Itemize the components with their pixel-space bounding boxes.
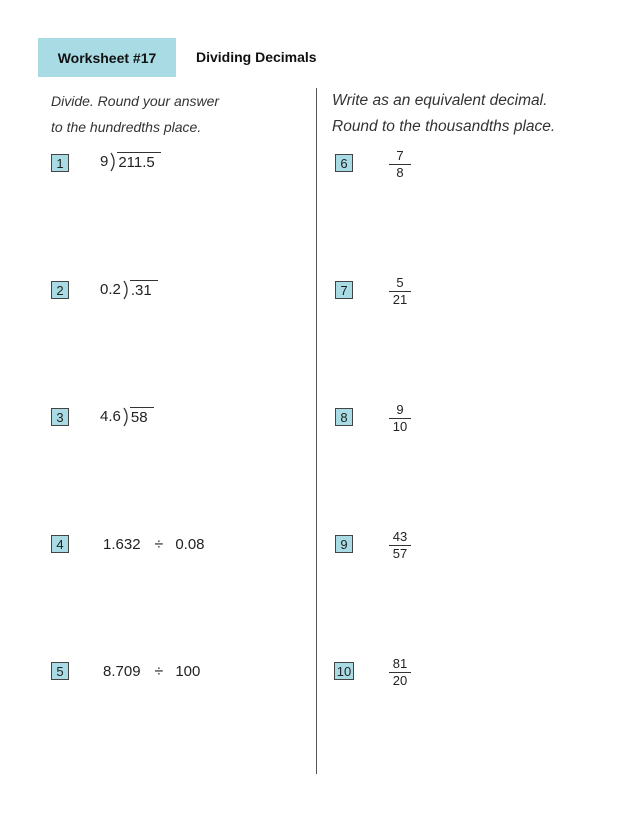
worksheet-title: Dividing Decimals <box>196 49 317 65</box>
right-instruction-line-1: Write as an equivalent decimal. <box>332 92 548 109</box>
problem-6-numerator: 7 <box>396 148 404 163</box>
problem-2-dividend: .31 <box>130 280 158 300</box>
problem-7-denominator: 21 <box>392 292 408 307</box>
left-instruction-line-2: to the hundredths place. <box>51 119 202 135</box>
long-division-bracket-icon <box>123 407 130 427</box>
problem-5-division <box>103 662 200 682</box>
problem-10-numerator: 81 <box>392 656 408 671</box>
problem-4-dividend: 1.632 <box>103 536 141 553</box>
long-division-bracket-icon <box>123 280 130 300</box>
problem-number-8: 8 <box>335 408 353 426</box>
divide-sign-icon: ÷ <box>154 663 164 680</box>
problem-10-denominator: 20 <box>392 673 408 688</box>
problem-1-dividend: 211.5 <box>117 152 160 172</box>
problem-3-dividend: 58 <box>130 407 154 427</box>
problem-number-2: 2 <box>51 281 69 299</box>
problem-number-7: 7 <box>335 281 353 299</box>
problem-2-divisor: 0.2 <box>100 281 121 298</box>
left-instruction-line-1: Divide. Round your answer <box>51 93 220 109</box>
problem-9-numerator: 43 <box>392 529 408 544</box>
problem-8-denominator: 10 <box>392 419 408 434</box>
problem-1-divisor: 9 <box>100 153 109 170</box>
problem-8-fraction <box>389 403 411 434</box>
worksheet-number-tag: Worksheet #17 <box>38 38 176 77</box>
problem-5-divisor: 100 <box>175 663 201 680</box>
problem-9-fraction <box>389 530 411 561</box>
problem-number-3: 3 <box>51 408 69 426</box>
problem-10-fraction <box>389 657 411 688</box>
problem-number-10: 10 <box>334 662 354 680</box>
problem-1-long-division <box>100 152 161 172</box>
left-instructions <box>51 88 219 140</box>
problem-5-dividend: 8.709 <box>103 663 141 680</box>
problem-3-divisor: 4.6 <box>100 408 121 425</box>
problem-number-4: 4 <box>51 535 69 553</box>
problem-3-long-division <box>100 407 154 427</box>
problem-2-long-division <box>100 280 158 300</box>
problem-7-numerator: 5 <box>396 275 404 290</box>
problem-number-9: 9 <box>335 535 353 553</box>
problem-4-divisor: 0.08 <box>175 536 205 553</box>
right-instruction-line-2: Round to the thousandths place. <box>332 118 556 135</box>
long-division-bracket-icon <box>110 152 117 172</box>
right-instructions <box>332 88 555 140</box>
problem-number-6: 6 <box>335 154 353 172</box>
problem-4-division <box>103 535 205 555</box>
problem-9-denominator: 57 <box>392 546 408 561</box>
problem-number-5: 5 <box>51 662 69 680</box>
problem-7-fraction <box>389 276 411 307</box>
column-divider <box>316 88 317 774</box>
problem-8-numerator: 9 <box>396 402 404 417</box>
divide-sign-icon: ÷ <box>154 536 164 553</box>
problem-6-denominator: 8 <box>396 165 404 180</box>
problem-number-1: 1 <box>51 154 69 172</box>
problem-6-fraction <box>389 149 411 180</box>
